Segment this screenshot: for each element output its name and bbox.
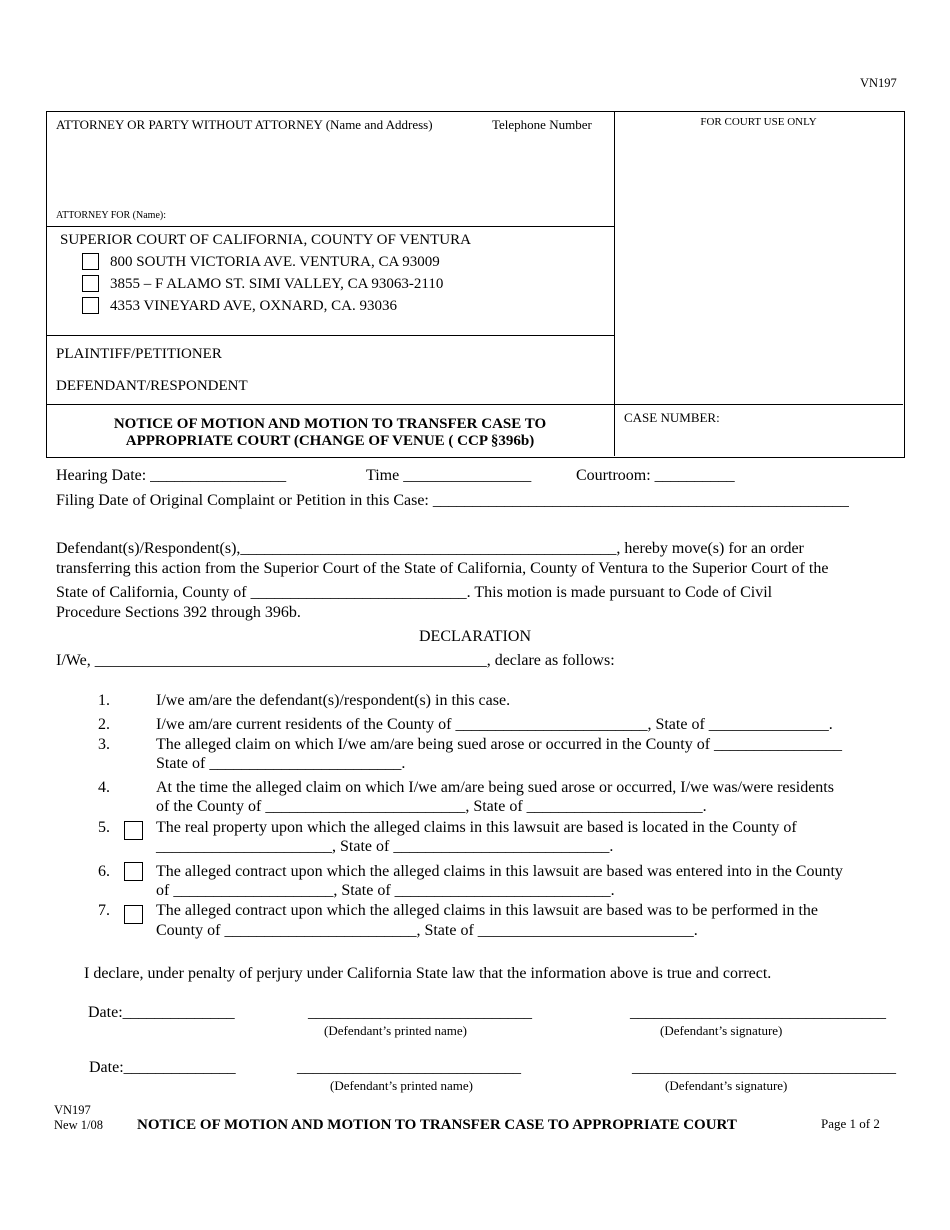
location-checkbox-ventura[interactable] <box>82 253 99 270</box>
signature-line-2[interactable]: _________________________________ <box>632 1059 896 1076</box>
footer-revision: New 1/08 <box>54 1118 103 1132</box>
location-simi-valley: 3855 – F ALAMO ST. SIMI VALLEY, CA 93063-2110 <box>110 276 444 292</box>
footer-title: NOTICE OF MOTION AND MOTION TO TRANSFER CASE TO APPROPRIATE COURT <box>137 1117 737 1133</box>
printed-name-label-2: (Defendant’s printed name) <box>330 1078 473 1093</box>
item-6-checkbox[interactable] <box>124 862 143 881</box>
printed-name-line-2[interactable]: ____________________________ <box>297 1059 521 1076</box>
printed-name-label-1: (Defendant’s printed name) <box>324 1023 467 1038</box>
signature-date-1[interactable]: Date:______________ <box>88 1004 235 1021</box>
filing-date[interactable]: Filing Date of Original Complaint or Petition in this Case: ____________________________________________________ <box>56 492 849 509</box>
location-checkbox-oxnard[interactable] <box>82 297 99 314</box>
court-name: SUPERIOR COURT OF CALIFORNIA, COUNTY OF VENTURA <box>60 232 471 248</box>
signature-label-2: (Defendant’s signature) <box>665 1078 788 1093</box>
declaration-intro: I/We, _________________________________________________, declare as follows: <box>56 652 615 669</box>
plaintiff-label: PLAINTIFF/PETITIONER <box>56 346 222 362</box>
form-title-line2: APPROPRIATE COURT (CHANGE OF VENUE ( CCP §396b) <box>125 433 535 449</box>
signature-date-2[interactable]: Date:______________ <box>89 1059 236 1076</box>
attorney-for-label: ATTORNEY FOR (Name): <box>56 210 166 221</box>
location-ventura: 800 SOUTH VICTORIA AVE. VENTURA, CA 93009 <box>110 254 440 270</box>
form-title-line1: NOTICE OF MOTION AND MOTION TO TRANSFER CASE TO <box>113 416 547 432</box>
form-code-top: VN197 <box>860 76 897 90</box>
motion-line3: State of California, County of ___________________________. This motion is made pursuant to Code of Civil <box>56 584 773 601</box>
item-7-checkbox[interactable] <box>124 905 143 924</box>
perjury-statement: I declare, under penalty of perjury under California State law that the information above is true and correct. <box>84 965 772 982</box>
hearing-courtroom[interactable]: Courtroom: __________ <box>576 467 735 484</box>
attorney-label: ATTORNEY OR PARTY WITHOUT ATTORNEY (Name and Address) <box>56 117 433 132</box>
motion-line1: Defendant(s)/Respondent(s),_______________________________________________, hereby move(s) for an order <box>56 540 804 557</box>
footer-page-number: Page 1 of 2 <box>821 1116 880 1131</box>
court-use-label: FOR COURT USE ONLY <box>700 116 817 128</box>
telephone-label: Telephone Number <box>492 117 592 132</box>
location-checkbox-simi-valley[interactable] <box>82 275 99 292</box>
declaration-heading: DECLARATION <box>419 628 531 645</box>
case-number-label: CASE NUMBER: <box>624 410 720 425</box>
location-oxnard: 4353 VINEYARD AVE, OXNARD, CA. 93036 <box>110 298 397 314</box>
signature-line-1[interactable]: ________________________________ <box>630 1004 886 1021</box>
motion-line4: Procedure Sections 392 through 396b. <box>56 604 301 621</box>
hearing-date[interactable]: Hearing Date: _________________ <box>56 467 287 484</box>
motion-line2: transferring this action from the Superior Court of the State of California, County of Ventura to the Superior Court of the <box>56 560 829 577</box>
item-5-checkbox[interactable] <box>124 821 143 840</box>
footer-form-code: VN197 <box>54 1103 91 1117</box>
printed-name-line-1[interactable]: ____________________________ <box>308 1004 532 1021</box>
hearing-time[interactable]: Time ________________ <box>366 467 532 484</box>
signature-label-1: (Defendant’s signature) <box>660 1023 783 1038</box>
defendant-label: DEFENDANT/RESPONDENT <box>56 378 248 394</box>
